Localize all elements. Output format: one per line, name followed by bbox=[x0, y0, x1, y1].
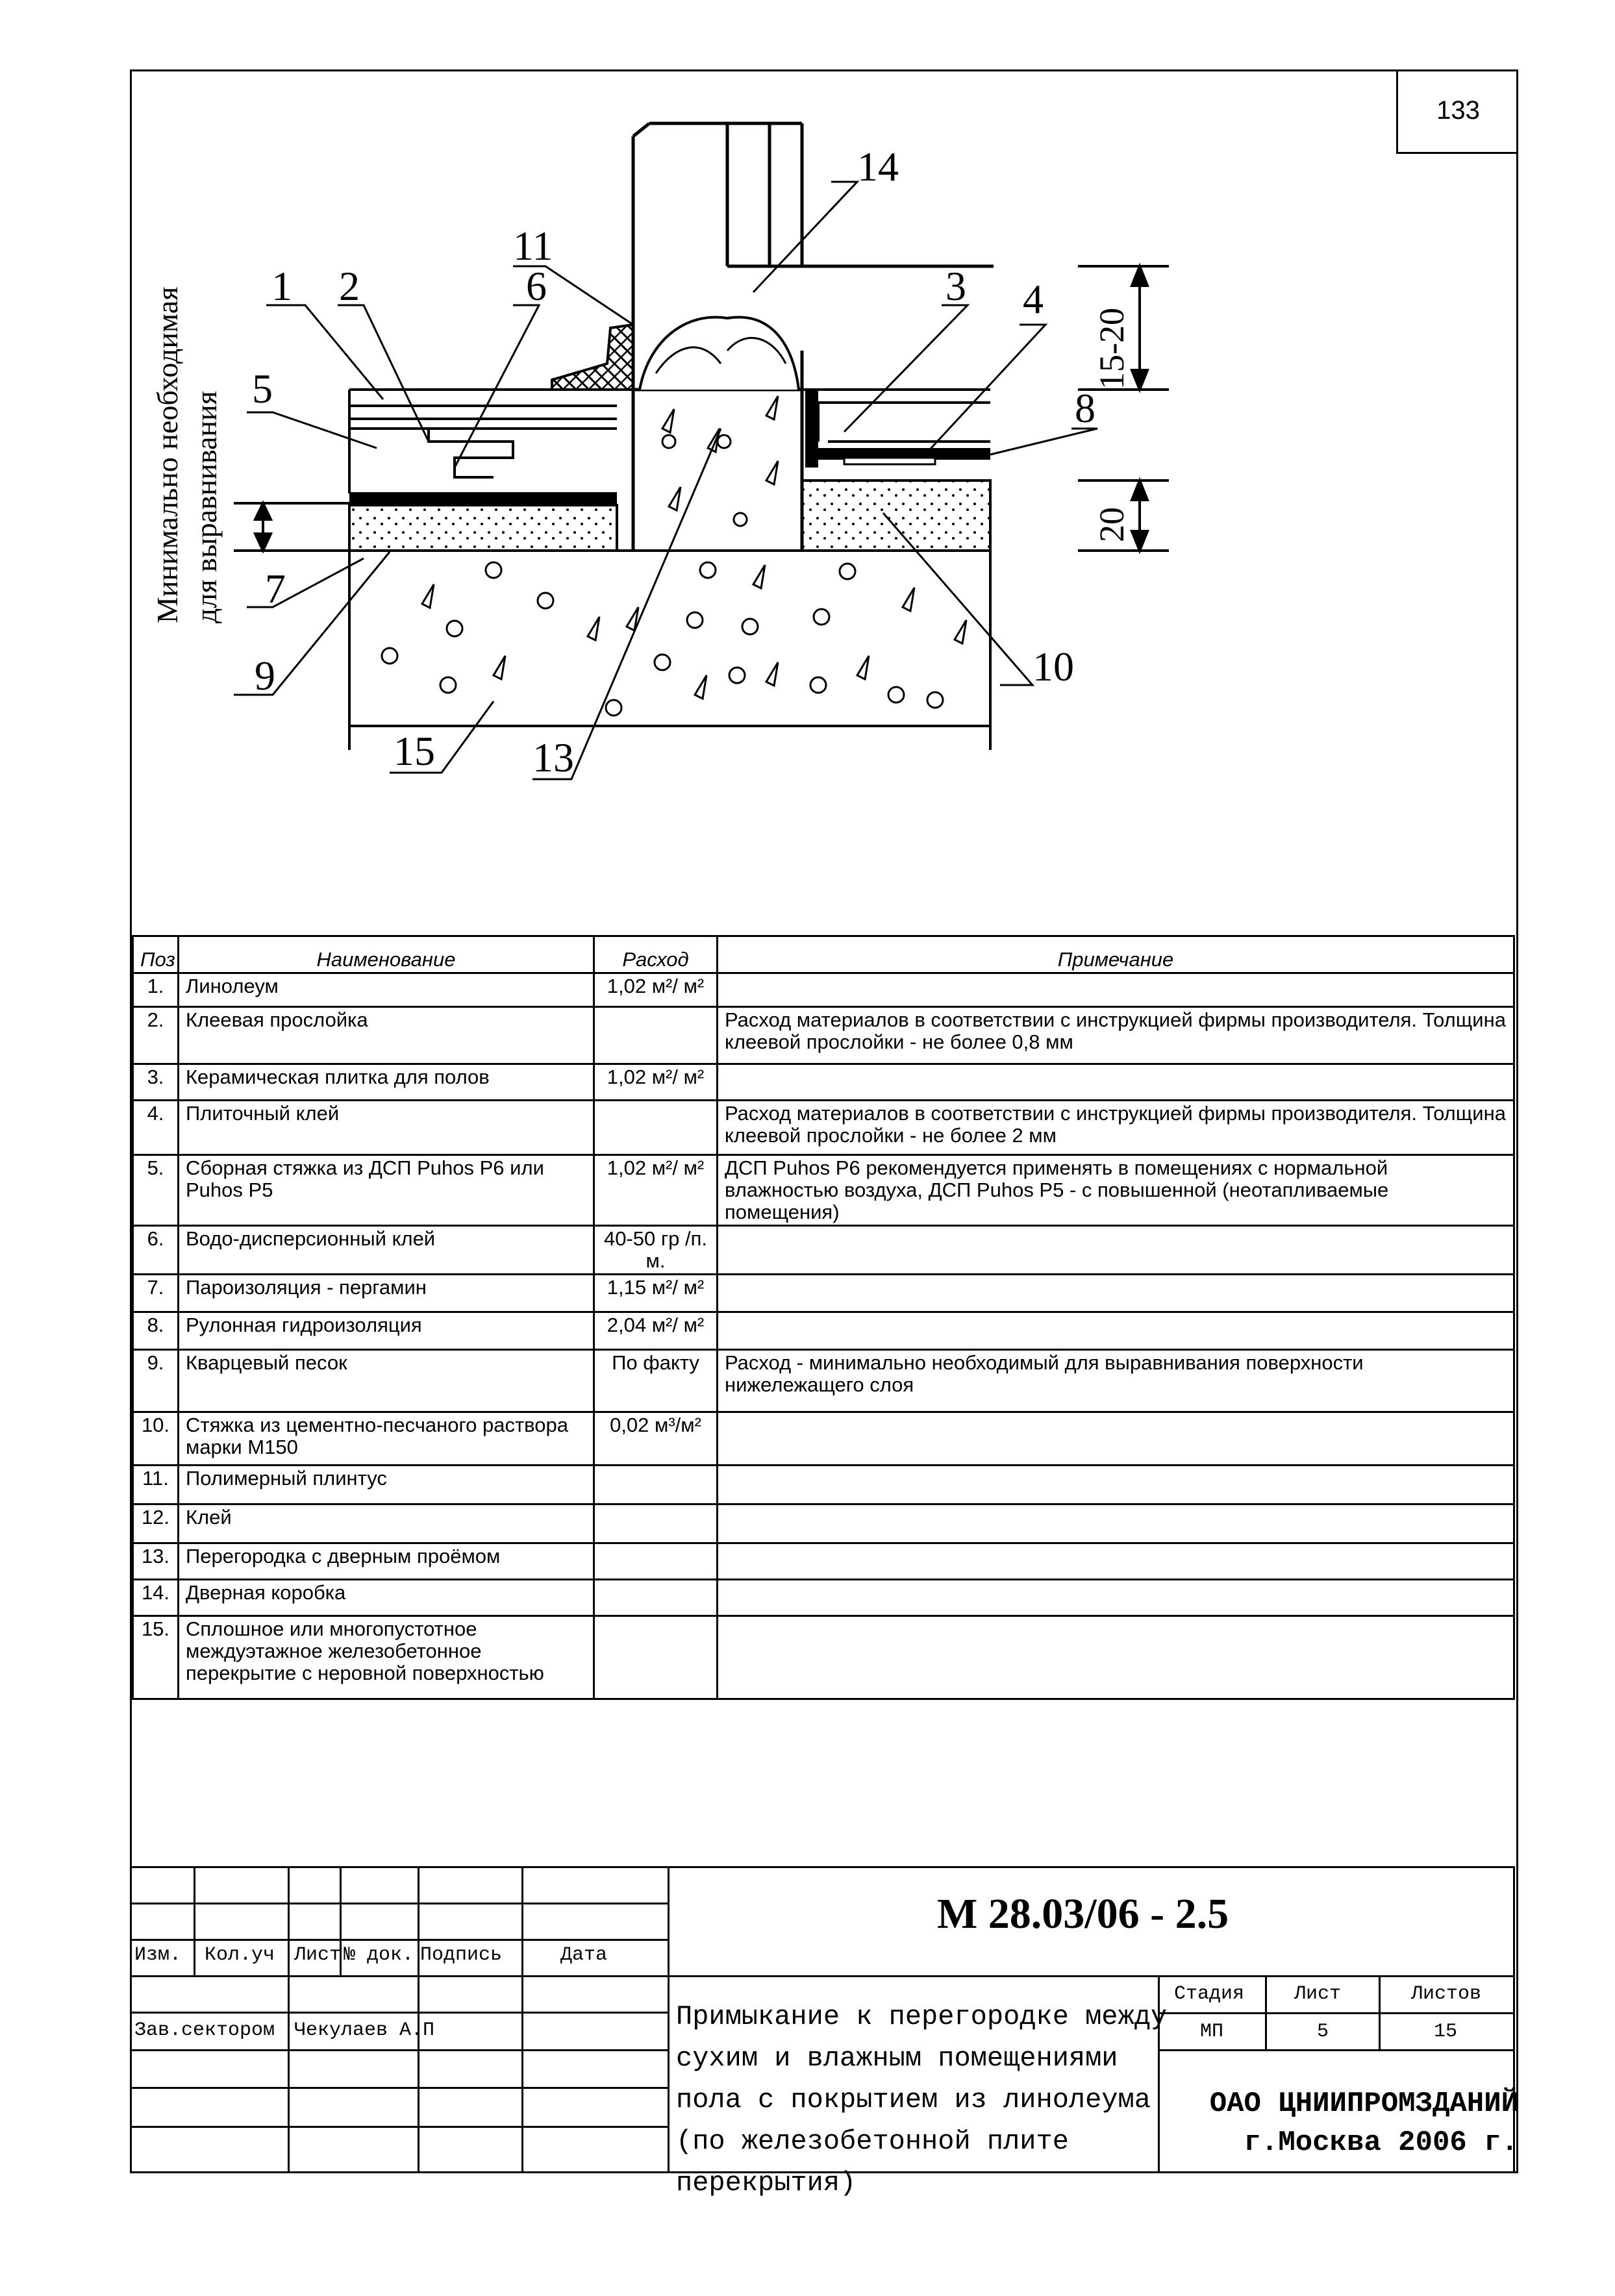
stage-label: Стадия bbox=[1174, 1983, 1245, 2005]
cell-pos: 13. bbox=[133, 1543, 179, 1580]
cell-name: Рулонная гидроизоляция bbox=[179, 1312, 594, 1350]
cell-name: Перегородка с дверным проёмом bbox=[179, 1543, 594, 1580]
callout-14: 14 bbox=[857, 144, 899, 190]
table-row bbox=[133, 1226, 1514, 1275]
tb-grid-col bbox=[418, 1975, 419, 2171]
page-number: 133 bbox=[1396, 69, 1518, 154]
cell-name: Линолеум bbox=[179, 973, 594, 1007]
table-row bbox=[133, 1155, 1514, 1226]
col-kol: Кол.уч bbox=[205, 1944, 275, 1966]
cell-pos: 11. bbox=[133, 1466, 179, 1504]
table-row bbox=[133, 1007, 1514, 1064]
cell-name: Плиточный клей bbox=[179, 1101, 594, 1155]
organization bbox=[1164, 2084, 1518, 2162]
cell-note: ДСП Puhos P6 рекомендуется применять в помещениях с нормальной влажностью воздуха, ДСП Puhos P5 - с повышенной (неотапливаемые помещения) bbox=[718, 1155, 1514, 1226]
cell-name: Пароизоляция - пергамин bbox=[179, 1275, 594, 1312]
tb-grid-row bbox=[132, 2087, 668, 2089]
cell-usage: По факту bbox=[594, 1350, 718, 1412]
table-row bbox=[133, 1312, 1514, 1350]
tb-stage-value-line bbox=[1158, 2049, 1515, 2051]
table-row bbox=[133, 1101, 1514, 1155]
cell-name: Кварцевый песок bbox=[179, 1350, 594, 1412]
table-row bbox=[133, 1350, 1514, 1412]
col-list: Лист bbox=[294, 1944, 342, 1966]
cell-note bbox=[718, 973, 1514, 1007]
polymer-skirting bbox=[552, 325, 633, 390]
cell-usage bbox=[594, 1580, 718, 1616]
cell-note bbox=[718, 1543, 1514, 1580]
callout-10: 10 bbox=[1033, 643, 1074, 690]
left-vapor-barrier bbox=[349, 493, 617, 505]
cell-note bbox=[718, 1412, 1514, 1466]
callout-4: 4 bbox=[1023, 276, 1044, 322]
document-code: М 28.03/06 - 2.5 bbox=[937, 1890, 1229, 1938]
organization-name: ОАО ЦНИИПРОМЗДАНИЙ bbox=[1209, 2088, 1518, 2120]
sheet-value: 5 bbox=[1317, 2021, 1329, 2043]
callout-2: 2 bbox=[339, 263, 360, 309]
header-note: Примечание bbox=[718, 936, 1514, 973]
cell-name: Клеевая прослойка bbox=[179, 1007, 594, 1064]
tb-grid-col bbox=[521, 1975, 523, 2171]
table-row bbox=[133, 1616, 1514, 1699]
cell-usage bbox=[594, 1616, 718, 1699]
sheet-title: Примыкание к перегородке между сухим и влажным помещениями пола с покрытием из линолеума (по железобетонной плите перекрытия) bbox=[676, 2001, 1168, 2199]
cell-name: Керамическая плитка для полов bbox=[179, 1064, 594, 1101]
cell-pos: 4. bbox=[133, 1101, 179, 1155]
cell-name: Клей bbox=[179, 1504, 594, 1543]
stage-value: МП bbox=[1200, 2021, 1224, 2043]
concrete-aggregate bbox=[382, 562, 966, 716]
left-sand-layer bbox=[349, 505, 617, 551]
cell-name: Дверная коробка bbox=[179, 1580, 594, 1616]
tile-adhesive bbox=[844, 458, 935, 464]
table-row bbox=[133, 1275, 1514, 1312]
concrete-slab bbox=[349, 551, 990, 750]
tb-grid-row bbox=[132, 2012, 668, 2014]
table-row bbox=[133, 1412, 1514, 1466]
col-doc: № док. bbox=[344, 1944, 414, 1966]
cell-usage: 0,02 м³/м² bbox=[594, 1412, 718, 1466]
cell-usage: 40-50 гр /п. м. bbox=[594, 1226, 718, 1275]
col-date: Дата bbox=[560, 1944, 608, 1966]
title-block bbox=[132, 1866, 1518, 2199]
tb-grid-col bbox=[194, 1866, 195, 1975]
callout-8: 8 bbox=[1075, 385, 1095, 431]
callout-13: 13 bbox=[532, 734, 574, 780]
cell-usage bbox=[594, 1466, 718, 1504]
cell-note bbox=[718, 1580, 1514, 1616]
tb-grid-row bbox=[132, 2126, 668, 2128]
particle-board-screed bbox=[349, 390, 617, 493]
cell-pos: 5. bbox=[133, 1155, 179, 1226]
table-header-row bbox=[133, 936, 1514, 973]
cell-note bbox=[718, 1466, 1514, 1504]
tb-divider-line bbox=[668, 1866, 670, 2171]
cell-name: Полимерный плинтус bbox=[179, 1466, 594, 1504]
callout-11: 11 bbox=[513, 223, 553, 269]
tb-stage-col1 bbox=[1265, 1975, 1267, 2049]
tb-grid-row bbox=[132, 1975, 668, 1977]
cell-pos: 9. bbox=[133, 1350, 179, 1412]
cell-usage: 1,02 м²/ м² bbox=[594, 1064, 718, 1101]
tb-grid-col bbox=[418, 1866, 419, 1975]
header-pos: Поз bbox=[133, 936, 179, 973]
tb-grid-row bbox=[132, 1939, 668, 1941]
cell-pos: 15. bbox=[133, 1616, 179, 1699]
dimension-top-label: 15-20 bbox=[1092, 308, 1131, 390]
cell-note bbox=[718, 1504, 1514, 1543]
header-name: Наименование bbox=[179, 936, 594, 973]
cell-note bbox=[718, 1312, 1514, 1350]
cell-usage: 2,04 м²/ м² bbox=[594, 1312, 718, 1350]
callout-9: 9 bbox=[255, 653, 275, 699]
table-row bbox=[133, 1504, 1514, 1543]
callout-3: 3 bbox=[945, 263, 966, 309]
table-row bbox=[133, 1580, 1514, 1616]
cell-pos: 12. bbox=[133, 1504, 179, 1543]
cell-usage bbox=[594, 1504, 718, 1543]
cell-pos: 8. bbox=[133, 1312, 179, 1350]
partition-aggregate bbox=[662, 396, 778, 526]
tile-edge-glue bbox=[805, 390, 818, 468]
side-label-line-1: Минимально необходимая bbox=[151, 286, 184, 623]
cell-usage: 1,02 м²/ м² bbox=[594, 973, 718, 1007]
callout-6: 6 bbox=[526, 263, 547, 309]
cell-note bbox=[718, 1064, 1514, 1101]
cell-pos: 1. bbox=[133, 973, 179, 1007]
callout-5: 5 bbox=[252, 366, 273, 412]
cell-note bbox=[718, 1616, 1514, 1699]
sheets-value: 15 bbox=[1434, 2021, 1458, 2043]
col-sign: Подпись bbox=[420, 1944, 503, 1966]
section-drawing bbox=[0, 0, 1615, 935]
city-year: г.Москва 2006 г. bbox=[1244, 2127, 1518, 2159]
sheet-label: Лист bbox=[1294, 1983, 1342, 2005]
callout-15: 15 bbox=[394, 728, 435, 774]
col-izm: Изм. bbox=[134, 1944, 182, 1966]
cell-name: Сборная стяжка из ДСП Puhos P6 или Puhos P5 bbox=[179, 1155, 594, 1226]
cell-note: Расход материалов в соответствии с инструкцией фирмы производителя. Толщина клеевой прослойки - не более 2 мм bbox=[718, 1101, 1514, 1155]
cell-name: Стяжка из цементно-песчаного раствора марки М150 bbox=[179, 1412, 594, 1466]
tb-grid-row bbox=[132, 1903, 668, 1904]
dimension-bottom-label: 20 bbox=[1092, 507, 1131, 542]
tb-grid-col bbox=[288, 1975, 290, 2171]
table-row bbox=[133, 1466, 1514, 1504]
cell-pos: 3. bbox=[133, 1064, 179, 1101]
person-name: Чекулаев А.П bbox=[294, 2019, 435, 2041]
cell-usage: 1,02 м²/ м² bbox=[594, 1155, 718, 1226]
tb-stage-line bbox=[1158, 2012, 1515, 2014]
cell-name: Сплошное или многопустотное междуэтажное железобетонное перекрытие с неровной поверхностью bbox=[179, 1616, 594, 1699]
table-row bbox=[133, 973, 1514, 1007]
cell-usage bbox=[594, 1543, 718, 1580]
tb-grid-row bbox=[132, 2049, 668, 2051]
callout-labels bbox=[252, 144, 1095, 780]
tb-grid-col bbox=[521, 1866, 523, 1975]
tb-code-line bbox=[668, 1975, 1515, 1977]
table-row bbox=[133, 1064, 1514, 1101]
cell-note bbox=[718, 1226, 1514, 1275]
table-row bbox=[133, 1543, 1514, 1580]
cell-pos: 10. bbox=[133, 1412, 179, 1466]
cell-pos: 7. bbox=[133, 1275, 179, 1312]
cell-pos: 2. bbox=[133, 1007, 179, 1064]
cell-usage bbox=[594, 1101, 718, 1155]
cell-note: Расход материалов в соответствии с инструкцией фирмы производителя. Толщина клеевой прослойки - не более 0,8 мм bbox=[718, 1007, 1514, 1064]
cell-name: Водо-дисперсионный клей bbox=[179, 1226, 594, 1275]
cell-pos: 14. bbox=[133, 1580, 179, 1616]
header-usage: Расход bbox=[594, 936, 718, 973]
cell-note: Расход - минимально необходимый для выравнивания поверхности нижележащего слоя bbox=[718, 1350, 1514, 1412]
right-cement-screed bbox=[802, 480, 990, 551]
callout-7: 7 bbox=[265, 566, 286, 612]
cell-note bbox=[718, 1275, 1514, 1312]
sheets-label: Листов bbox=[1411, 1983, 1482, 2005]
tb-grid-col bbox=[288, 1866, 290, 1975]
cell-usage bbox=[594, 1007, 718, 1064]
cell-usage: 1,15 м²/ м² bbox=[594, 1275, 718, 1312]
callout-1: 1 bbox=[271, 263, 292, 309]
door-frame-section bbox=[640, 317, 799, 390]
side-label-line-2: для выравнивания bbox=[190, 391, 223, 623]
role-label: Зав.сектором bbox=[134, 2019, 275, 2041]
cell-pos: 6. bbox=[133, 1226, 179, 1275]
tb-stage-col2 bbox=[1379, 1975, 1381, 2049]
specification-table bbox=[132, 935, 1515, 1700]
